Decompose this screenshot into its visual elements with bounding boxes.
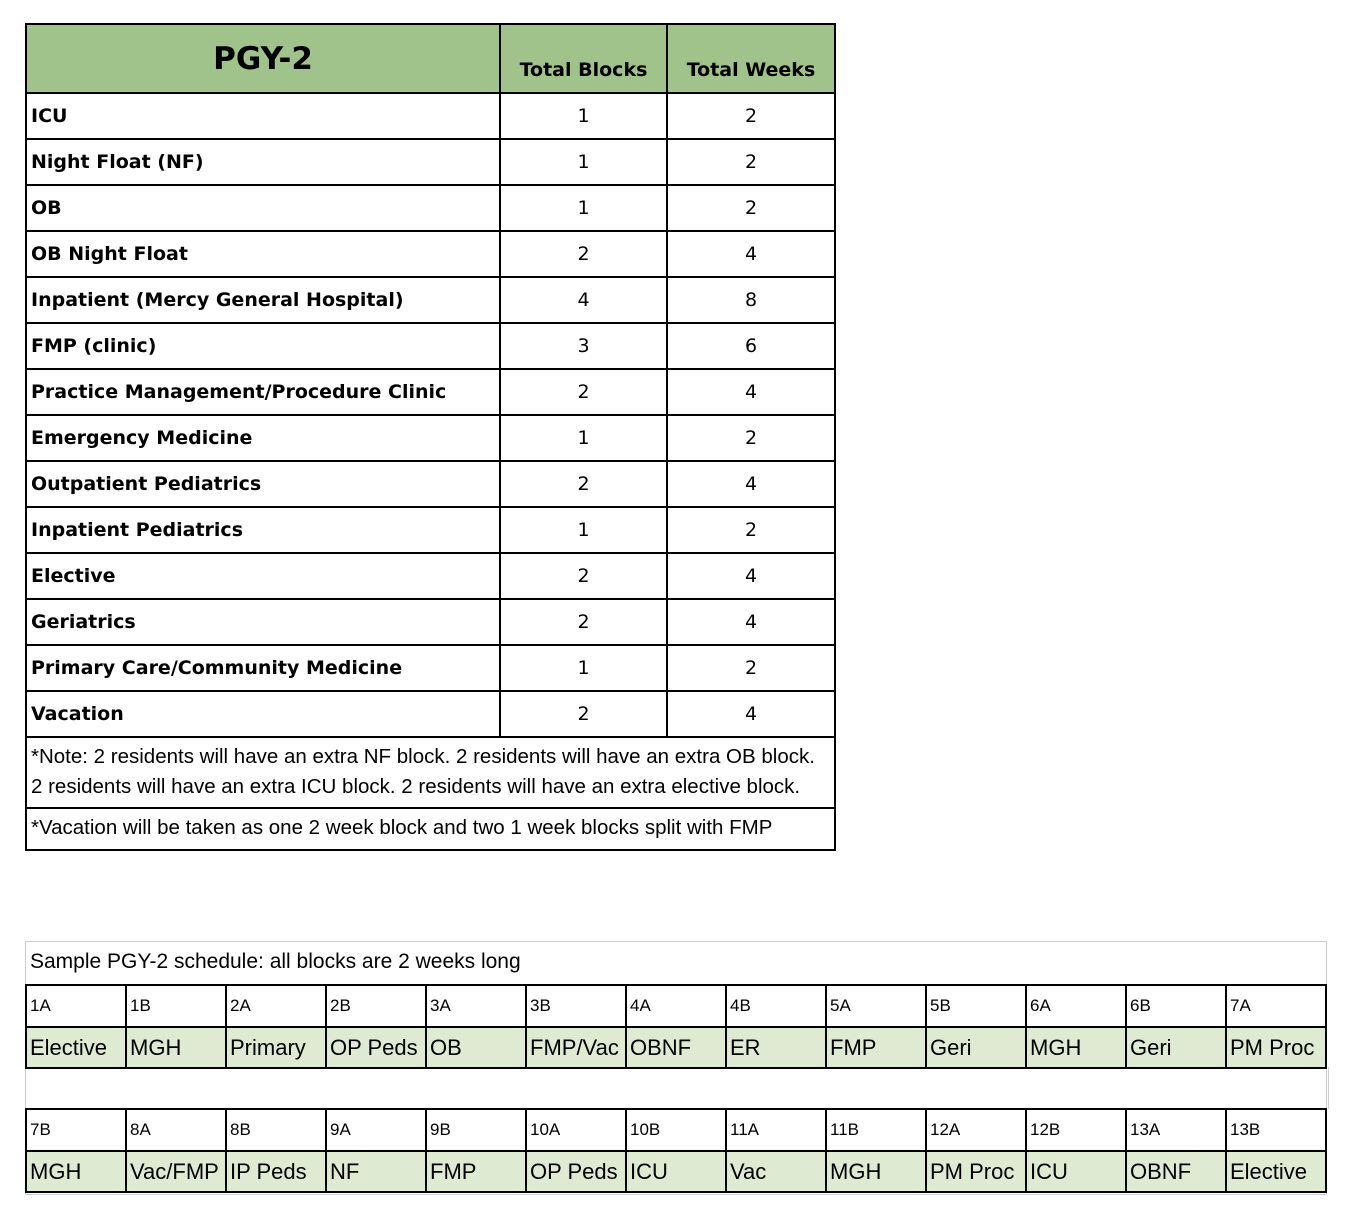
rotation-name: ICU	[26, 93, 500, 139]
block-rotation: ICU	[1026, 1151, 1126, 1192]
block-rotation: MGH	[1026, 1027, 1126, 1068]
block-code: 9B	[426, 1109, 526, 1151]
total-blocks-value: 1	[500, 185, 667, 231]
total-weeks-value: 2	[667, 93, 835, 139]
total-weeks-value: 2	[667, 139, 835, 185]
schedule-caption: Sample PGY-2 schedule: all blocks are 2 weeks long	[30, 950, 521, 973]
block-code: 13B	[1226, 1109, 1326, 1151]
block-code: 3A	[426, 985, 526, 1027]
rotation-name: FMP (clinic)	[26, 323, 500, 369]
rotation-name: OB Night Float	[26, 231, 500, 277]
block-code: 13A	[1126, 1109, 1226, 1151]
note-row	[26, 737, 835, 808]
block-code: 5B	[926, 985, 1026, 1027]
table-row	[26, 231, 835, 277]
block-rotation: Elective	[1226, 1151, 1326, 1192]
block-rotation: FMP	[426, 1151, 526, 1192]
total-weeks-value: 2	[667, 415, 835, 461]
block-rotation: OBNF	[626, 1027, 726, 1068]
rotation-name: Inpatient (Mercy General Hospital)	[26, 277, 500, 323]
total-blocks-value: 1	[500, 139, 667, 185]
block-rotation: MGH	[126, 1027, 226, 1068]
block-code-row	[26, 985, 1326, 1027]
block-code: 10B	[626, 1109, 726, 1151]
note-row	[26, 808, 835, 850]
schedule-grid-row-1	[25, 984, 1327, 1069]
block-rotation: MGH	[826, 1151, 926, 1192]
block-rotation: OP Peds	[326, 1027, 426, 1068]
table-row	[26, 369, 835, 415]
block-code: 12B	[1026, 1109, 1126, 1151]
block-rotation: MGH	[26, 1151, 126, 1192]
rotation-name: Geriatrics	[26, 599, 500, 645]
block-code: 2A	[226, 985, 326, 1027]
total-weeks-value: 4	[667, 231, 835, 277]
block-code: 8A	[126, 1109, 226, 1151]
total-weeks-value: 4	[667, 461, 835, 507]
total-weeks-value: 6	[667, 323, 835, 369]
schedule-grid-row-2	[25, 1108, 1327, 1193]
block-code: 9A	[326, 1109, 426, 1151]
block-code: 10A	[526, 1109, 626, 1151]
block-rotation: FMP/Vac	[526, 1027, 626, 1068]
block-code: 5A	[826, 985, 926, 1027]
total-blocks-value: 1	[500, 415, 667, 461]
block-rotation: PM Proc	[1226, 1027, 1326, 1068]
block-rotation: NF	[326, 1151, 426, 1192]
table-row	[26, 93, 835, 139]
schedule-spacer	[25, 1067, 1329, 1109]
total-weeks-value: 2	[667, 645, 835, 691]
block-rotation: IP Peds	[226, 1151, 326, 1192]
rotation-name: Practice Management/Procedure Clinic	[26, 369, 500, 415]
vacation-note: *Vacation will be taken as one 2 week block and two 1 week blocks split with FMP	[26, 808, 835, 850]
rotation-name: Emergency Medicine	[26, 415, 500, 461]
total-blocks-value: 2	[500, 553, 667, 599]
total-blocks-value: 1	[500, 507, 667, 553]
block-code: 12A	[926, 1109, 1026, 1151]
total-weeks-value: 4	[667, 599, 835, 645]
rotation-name: OB	[26, 185, 500, 231]
rotation-name: Night Float (NF)	[26, 139, 500, 185]
rotation-row	[26, 1151, 1326, 1192]
block-code: 6A	[1026, 985, 1126, 1027]
rotation-name: Inpatient Pediatrics	[26, 507, 500, 553]
table-row	[26, 185, 835, 231]
table-row	[26, 139, 835, 185]
extra-blocks-note: *Note: 2 residents will have an extra NF block. 2 residents will have an extra OB block. 2 residents will have an extra ICU block. 2 residents will have an extra elective block.	[26, 737, 835, 808]
block-code: 11B	[826, 1109, 926, 1151]
block-code: 4A	[626, 985, 726, 1027]
table-row	[26, 461, 835, 507]
block-rotation: OP Peds	[526, 1151, 626, 1192]
block-rotation: PM Proc	[926, 1151, 1026, 1192]
block-rotation: Geri	[926, 1027, 1026, 1068]
rotation-row	[26, 1027, 1326, 1068]
table-row	[26, 415, 835, 461]
rotation-name: Vacation	[26, 691, 500, 737]
table-row	[26, 691, 835, 737]
total-weeks-value: 4	[667, 369, 835, 415]
table-title: PGY-2	[26, 24, 500, 93]
block-code: 7B	[26, 1109, 126, 1151]
pgy2-summary-table	[25, 23, 836, 851]
total-blocks-header: Total Blocks	[500, 24, 667, 93]
block-code: 11A	[726, 1109, 826, 1151]
block-rotation: Vac	[726, 1151, 826, 1192]
total-blocks-value: 1	[500, 93, 667, 139]
table-row	[26, 507, 835, 553]
total-blocks-value: 4	[500, 277, 667, 323]
rotation-name: Elective	[26, 553, 500, 599]
block-rotation: Elective	[26, 1027, 126, 1068]
total-blocks-value: 2	[500, 599, 667, 645]
total-weeks-value: 2	[667, 185, 835, 231]
total-blocks-value: 3	[500, 323, 667, 369]
block-code: 1A	[26, 985, 126, 1027]
block-rotation: Primary	[226, 1027, 326, 1068]
summary-header-row	[26, 24, 835, 93]
total-weeks-header: Total Weeks	[667, 24, 835, 93]
rotation-name: Outpatient Pediatrics	[26, 461, 500, 507]
total-blocks-value: 2	[500, 231, 667, 277]
block-code: 4B	[726, 985, 826, 1027]
block-code: 1B	[126, 985, 226, 1027]
total-weeks-value: 2	[667, 507, 835, 553]
block-code: 6B	[1126, 985, 1226, 1027]
block-rotation: OBNF	[1126, 1151, 1226, 1192]
block-code: 3B	[526, 985, 626, 1027]
total-weeks-value: 4	[667, 553, 835, 599]
table-row	[26, 645, 835, 691]
block-rotation: OB	[426, 1027, 526, 1068]
block-rotation: Vac/FMP	[126, 1151, 226, 1192]
table-row	[26, 277, 835, 323]
block-rotation: Geri	[1126, 1027, 1226, 1068]
rotation-name: Primary Care/Community Medicine	[26, 645, 500, 691]
block-rotation: ICU	[626, 1151, 726, 1192]
sample-schedule	[25, 941, 1327, 1195]
total-blocks-value: 2	[500, 369, 667, 415]
total-blocks-value: 1	[500, 645, 667, 691]
total-blocks-value: 2	[500, 691, 667, 737]
block-code: 8B	[226, 1109, 326, 1151]
total-blocks-value: 2	[500, 461, 667, 507]
total-weeks-value: 8	[667, 277, 835, 323]
block-code: 7A	[1226, 985, 1326, 1027]
total-weeks-value: 4	[667, 691, 835, 737]
block-code-row	[26, 1109, 1326, 1151]
block-rotation: ER	[726, 1027, 826, 1068]
table-row	[26, 599, 835, 645]
block-code: 2B	[326, 985, 426, 1027]
block-rotation: FMP	[826, 1027, 926, 1068]
table-row	[26, 553, 835, 599]
table-row	[26, 323, 835, 369]
